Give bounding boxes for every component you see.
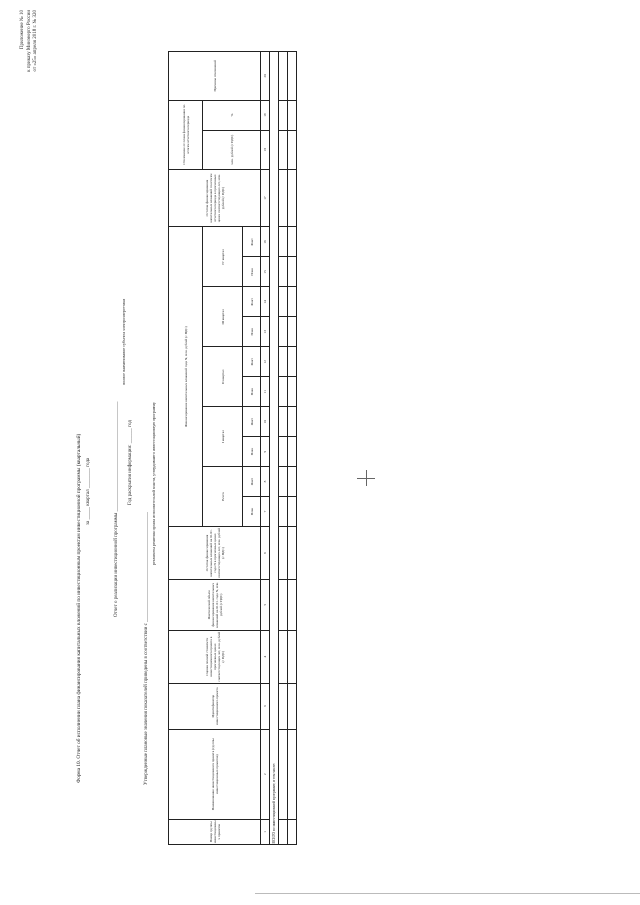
- scan-edge-line: [255, 893, 640, 894]
- column-number: 19: [261, 100, 270, 130]
- scan-mark: [357, 478, 375, 479]
- total-row-label: ВСЕГО по инвестиционной программе, в том числе:: [270, 52, 279, 845]
- table-row: [270, 52, 279, 845]
- header-plan: План: [243, 497, 261, 527]
- column-number: 3: [261, 683, 270, 729]
- header-full-cost: Оценка полной стоимости инвестиционного проекта в прогнозных ценах соответствующих лет, млн. рублей (с НДС): [169, 630, 261, 683]
- report-caption: полное наименование субъекта электроэнергетики: [121, 298, 126, 385]
- column-number: 4: [261, 630, 270, 683]
- approved-caption: реквизиты решения органа исполнительной власти, утвердившего инвестиционную программу: [151, 402, 156, 565]
- column-number: 14: [261, 287, 270, 317]
- report-line: Отчет о реализации инвестиционной программы ____________________________________________: [114, 401, 119, 617]
- column-number: 20: [261, 52, 270, 101]
- column-number: 2: [261, 729, 270, 819]
- header-plan: План: [243, 437, 261, 467]
- header-remaining-start: Остаток финансирования капитальных вложений на 01.01. года N в прогнозных ценах соответствующих лет, млн. рублей (с НДС): [169, 526, 261, 579]
- header-fact: Факт: [243, 407, 261, 437]
- appendix-header: [20, 10, 40, 160]
- appendix-date: от «25» апреля 2018 г. № 320: [33, 10, 38, 72]
- header-project-name: Наименование инвестиционного проекта (группы инвестиционных проектов): [169, 729, 261, 819]
- header-deviation-reasons: Причины отклонений: [169, 52, 261, 101]
- column-number: 13: [261, 317, 270, 347]
- header-fact: Факт: [243, 227, 261, 257]
- header-fact: Факт: [243, 347, 261, 377]
- appendix-order: к приказу Минэнерго России: [26, 10, 32, 72]
- column-number: 5: [261, 579, 270, 630]
- column-number: 10: [261, 407, 270, 437]
- column-number: 1: [261, 819, 270, 844]
- header-financing-year: Финансирование капитальных вложений года N, млн. рублей (с НДС): [169, 227, 203, 527]
- header-plan: План: [243, 317, 261, 347]
- investment-report-table: [168, 51, 297, 845]
- header-q3: III квартал: [203, 287, 243, 347]
- table-row: [288, 52, 297, 845]
- header-deviation-mln: млн. рублей (с НДС): [203, 130, 261, 169]
- column-number: 7: [261, 497, 270, 527]
- column-number: 16: [261, 227, 270, 257]
- disclosure-line: Год раскрытия информации: ______ год: [128, 420, 133, 505]
- column-number: 12: [261, 347, 270, 377]
- column-number: 17: [261, 169, 270, 227]
- header-actual-volume: Фактический объем финансирования капитальных вложений на 01.01. года N, млн. рублей (с НДС): [169, 579, 261, 630]
- header-total: Всего: [203, 467, 243, 527]
- column-number: 8: [261, 467, 270, 497]
- header-deviation-pct: %: [203, 100, 261, 130]
- column-number: 9: [261, 437, 270, 467]
- column-number: 6: [261, 526, 270, 579]
- column-number: 15: [261, 257, 270, 287]
- form-title: Форма 10. Отчет об исполнении плана финансирования капитальных вложений по инвестиционным проектам инвестиционной программы (квартальный): [76, 433, 82, 783]
- header-fact: Факт: [243, 287, 261, 317]
- header-group-number: Номер группы инвестиционных проектов: [169, 819, 261, 844]
- header-plan: План: [243, 377, 261, 407]
- header-q2: II квартал: [203, 347, 243, 407]
- header-project-id: Идентификатор инвестиционного проекта: [169, 683, 261, 729]
- column-number: 11: [261, 377, 270, 407]
- appendix-number: Приложение № 10: [20, 10, 25, 50]
- header-q1: I квартал: [203, 407, 243, 467]
- header-q4: IV квартал: [203, 227, 243, 287]
- header-deviation: Отклонение от плана финансирования по итогам отчетного периода: [169, 100, 203, 169]
- header-plan: План: [243, 257, 261, 287]
- approved-line: Утвержденные плановые значения показателей приведены в соответствии с ____________________________________________: [144, 511, 149, 785]
- header-remaining-end: Остаток финансирования капитальных вложений по итогам отчетного периода в прогнозных ценах соответствующих лет, млн. рублей (с НДС): [169, 169, 261, 227]
- header-fact: Факт: [243, 467, 261, 497]
- period-line: за _____ квартал ________ года: [86, 457, 91, 525]
- column-number: 18: [261, 130, 270, 169]
- table-row: [279, 52, 288, 845]
